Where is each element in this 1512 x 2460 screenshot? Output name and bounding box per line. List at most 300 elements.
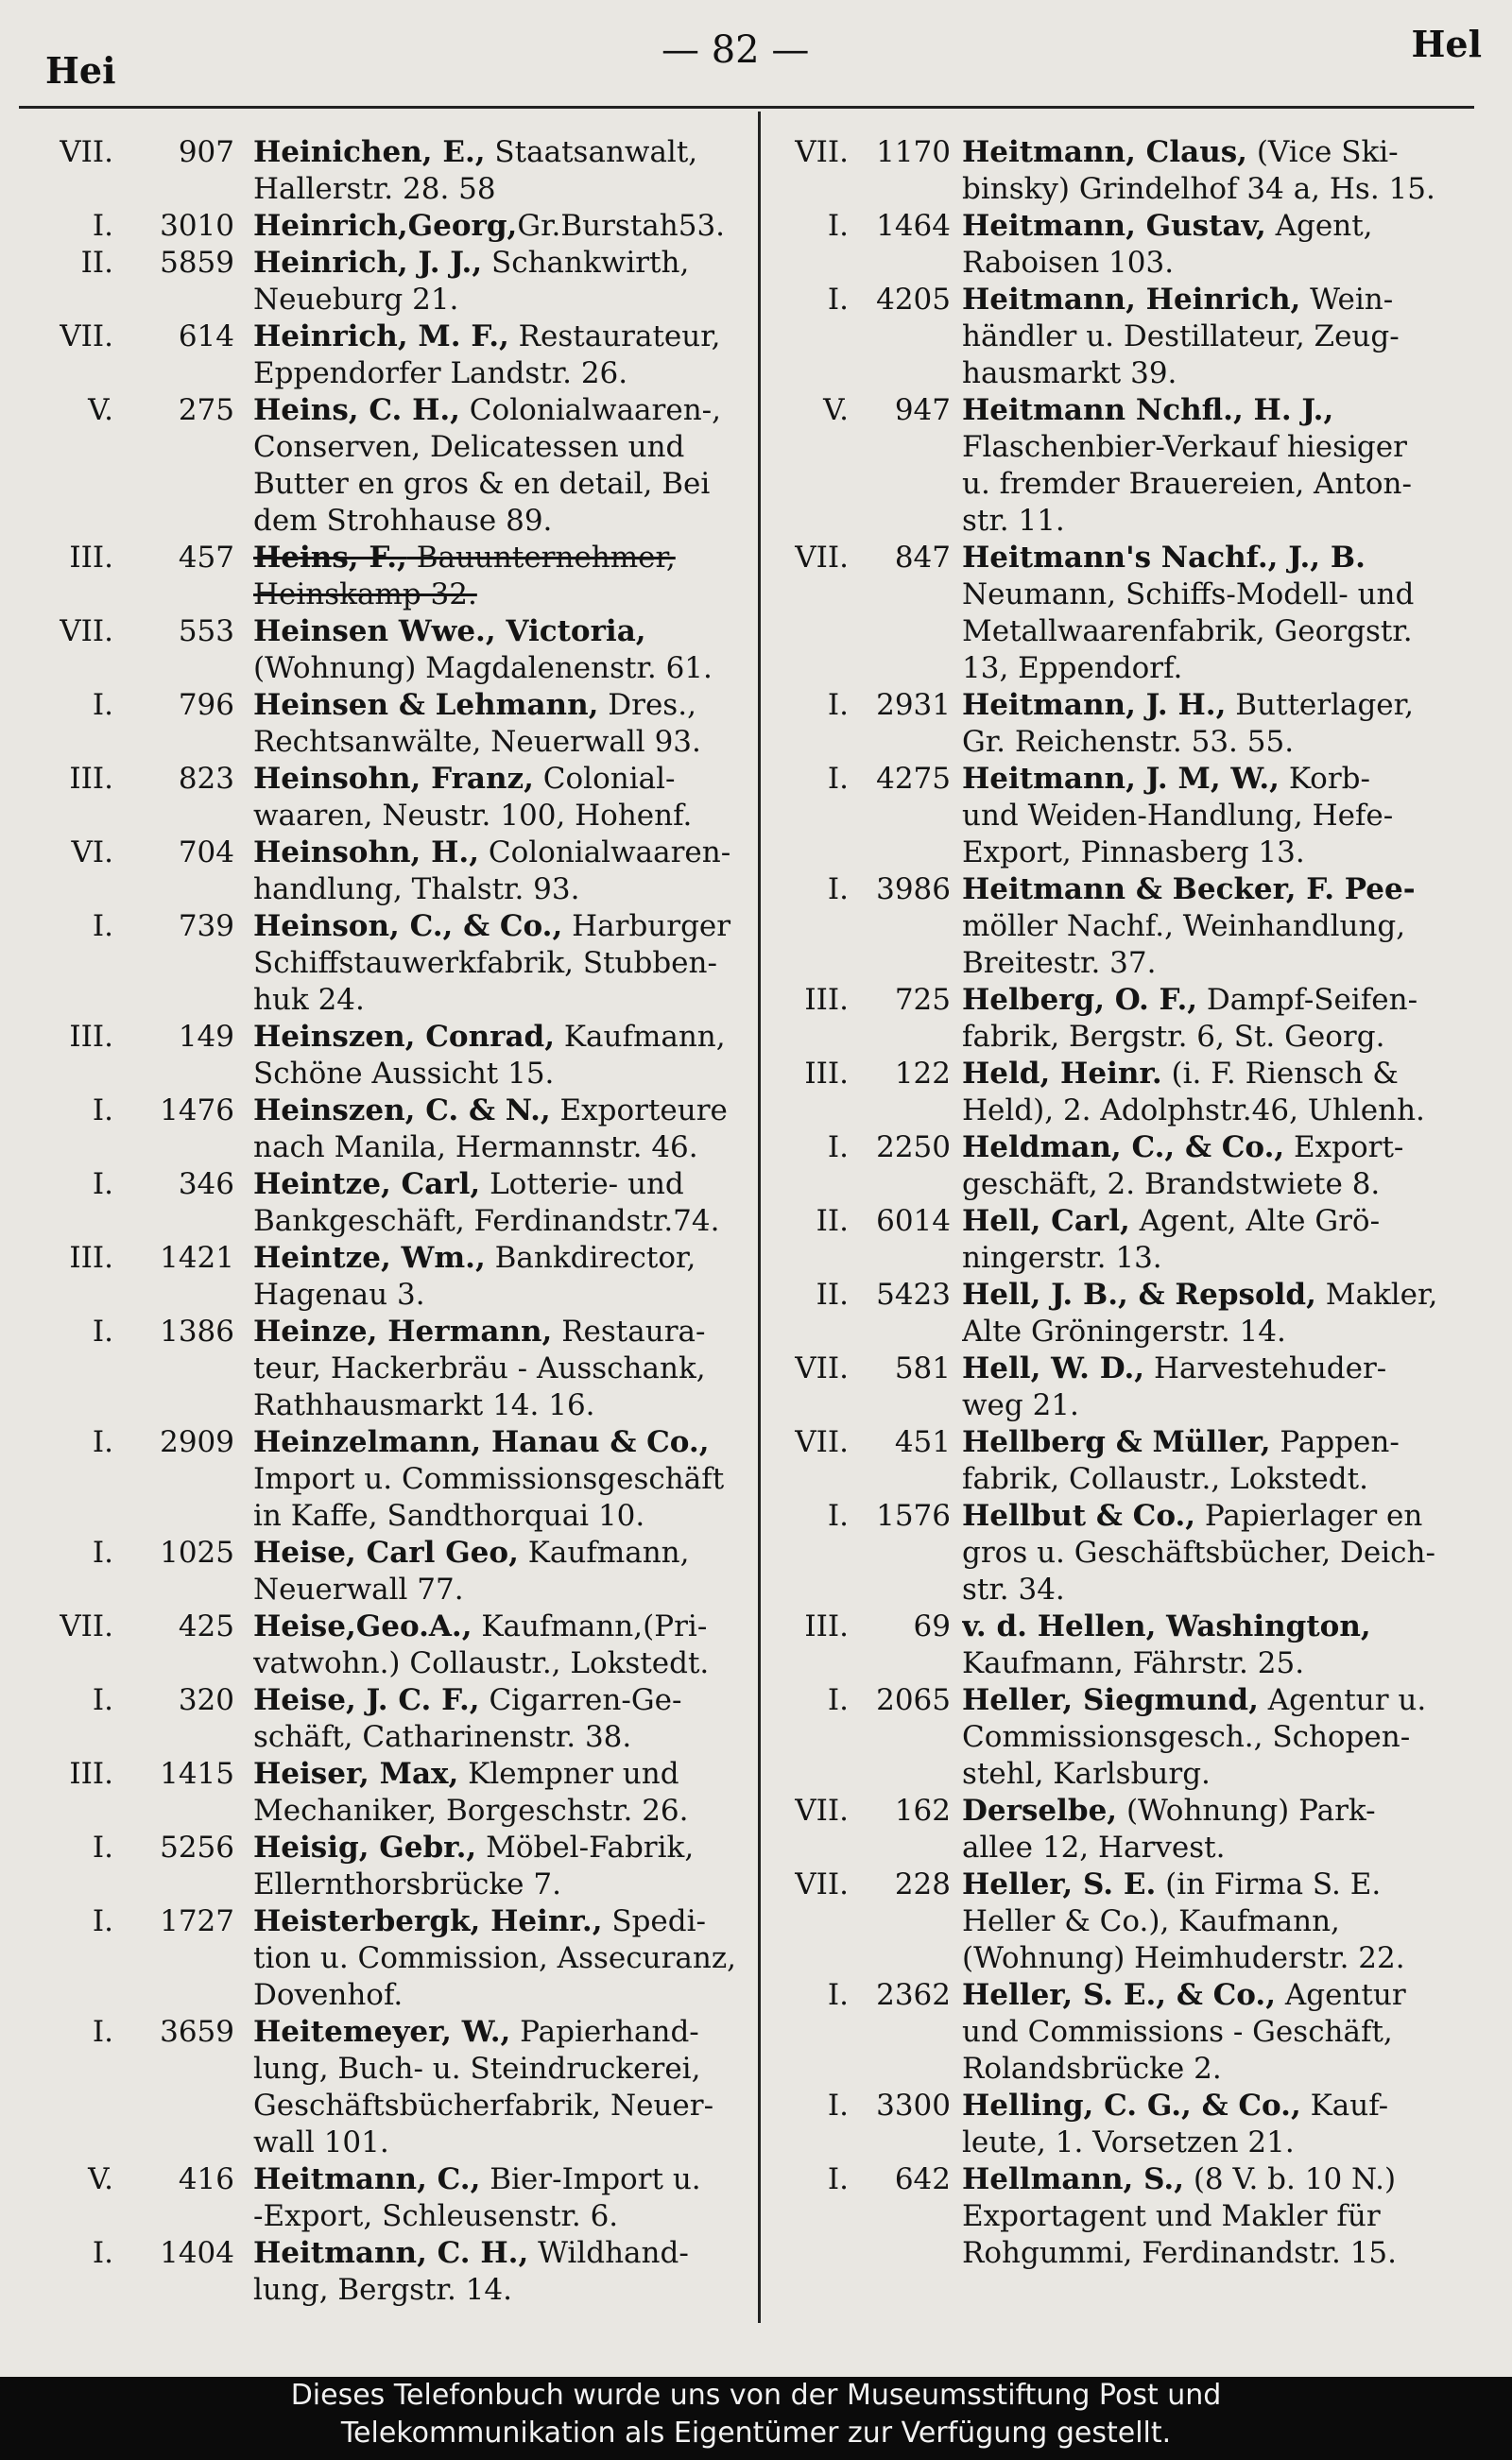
entry-line: (Wohnung) Magdalenenstr. 61. — [253, 651, 713, 685]
entry-exchange-volume: III. — [69, 541, 113, 575]
entry-line: waaren, Neustr. 100, Hohenf. — [253, 799, 693, 833]
entry-line: allee 12, Harvest. — [962, 1831, 1226, 1865]
entry-line — [253, 2161, 767, 2198]
entry-line: u. fremder Brauereien, Anton- — [962, 467, 1412, 501]
entry-line — [253, 2014, 767, 2051]
entry-name: Heiser, Max, — [253, 1757, 459, 1791]
entry-line: schäft, Catharinenstr. 38. — [253, 1720, 632, 1754]
entry-name: Heinsohn, Franz, — [253, 762, 534, 796]
entry-detail: Colonial- — [533, 762, 676, 796]
entry-line — [253, 1424, 767, 1461]
entry-detail: Wein- — [1300, 283, 1394, 317]
entry-exchange-volume: VII. — [795, 1425, 849, 1459]
entry-detail: Colonialwaaren- — [479, 835, 731, 869]
entry-name: Hell, W. D., — [962, 1351, 1145, 1385]
entry-line: und Commissions - Geschäft, — [962, 2015, 1393, 2049]
entry-exchange-volume: I. — [92, 1425, 113, 1459]
directory-entry — [38, 834, 767, 908]
entry-body — [253, 1608, 767, 1682]
entry-name: Heins, F., — [253, 541, 407, 575]
entry-line: Neuerwall 77. — [253, 1573, 464, 1607]
footer-notice — [0, 2377, 1512, 2460]
entry-detail: Staatsanwalt, — [485, 135, 698, 169]
entry-phone-number: 5256 — [160, 1831, 234, 1865]
entry-line: (Wohnung) Heimhuderstr. 22. — [962, 1941, 1405, 1975]
entry-body — [962, 1350, 1480, 1424]
entry-phone-number: 2362 — [876, 1978, 951, 2012]
entry-detail: Butterlager, — [1226, 688, 1414, 722]
entry-phone-number: 275 — [178, 393, 234, 427]
entry-line: Hallerstr. 28. 58 — [253, 172, 496, 206]
entry-name: Heitmann, C. H., — [253, 2236, 529, 2270]
entry-name: Heise, Carl Geo, — [253, 1536, 519, 1570]
directory-entry — [38, 134, 767, 208]
entry-phone-number: 1386 — [160, 1315, 234, 1349]
footer-line-1: Dieses Telefonbuch wurde uns von der Museumsstiftung Post und — [290, 2379, 1222, 2412]
entry-line — [962, 1277, 1480, 1314]
entry-line: Neueburg 21. — [253, 283, 459, 317]
entry-exchange-volume: III. — [804, 983, 849, 1017]
entry-line — [962, 687, 1480, 724]
header-left-keyword: Hei — [45, 49, 116, 92]
entry-line — [962, 208, 1480, 245]
entry-body — [253, 761, 767, 834]
entry-exchange-volume: I. — [827, 283, 849, 317]
entry-detail: Wildhand- — [528, 2236, 689, 2270]
entry-exchange-volume: VII. — [795, 541, 849, 575]
entry-body — [962, 1867, 1480, 1977]
entry-exchange-volume: I. — [92, 2236, 113, 2270]
entry-detail: (Vice Ski- — [1246, 135, 1399, 169]
entry-phone-number: 1415 — [160, 1757, 234, 1791]
entry-body — [962, 1129, 1480, 1203]
page-header — [0, 0, 1512, 113]
entry-phone-number: 4205 — [876, 283, 951, 317]
directory-entry — [38, 245, 767, 318]
entry-body — [253, 134, 767, 208]
entry-phone-number: 69 — [913, 1609, 951, 1643]
entry-exchange-volume: VI. — [71, 835, 113, 869]
entry-line — [962, 282, 1480, 318]
entry-body — [962, 2088, 1480, 2161]
entry-phone-number: 3986 — [876, 872, 951, 906]
entry-line: Hagenau 3. — [253, 1278, 425, 1312]
header-rule — [19, 106, 1474, 109]
entry-detail: Korb- — [1279, 762, 1370, 796]
entry-line — [253, 392, 767, 429]
entry-body — [253, 1092, 767, 1166]
directory-entry — [38, 540, 767, 613]
entry-exchange-volume: I. — [92, 1904, 113, 1938]
directory-entry — [38, 2235, 767, 2309]
entry-exchange-volume: I. — [92, 209, 113, 243]
entry-phone-number: 320 — [178, 1683, 234, 1717]
entry-detail: Bankdirector, — [485, 1241, 696, 1275]
entry-exchange-volume: VII. — [60, 1609, 113, 1643]
entry-line — [962, 761, 1480, 798]
entry-body — [253, 1903, 767, 2014]
directory-entry — [38, 2161, 767, 2235]
entry-line — [253, 761, 767, 798]
entry-exchange-volume: I. — [827, 2089, 849, 2123]
entry-detail: Harburger — [562, 909, 731, 943]
entry-detail: Pappen- — [1270, 1425, 1400, 1459]
entry-name: Derselbe, — [962, 1794, 1118, 1828]
directory-entry — [773, 1682, 1480, 1793]
entry-line: Neumann, Schiffs-Modell- und — [962, 577, 1415, 611]
entry-line — [253, 1535, 767, 1572]
entry-line: händler u. Destillateur, Zeug- — [962, 319, 1400, 353]
entry-body — [962, 687, 1480, 761]
entry-name: Hellmann, S., — [962, 2162, 1184, 2196]
entry-exchange-volume: III. — [804, 1609, 849, 1643]
entry-detail: (8 V. b. 10 N.) — [1183, 2162, 1397, 2196]
entry-exchange-volume: VII. — [795, 1867, 849, 1901]
directory-entry — [773, 1977, 1480, 2088]
entry-phone-number: 907 — [178, 135, 234, 169]
entry-line: fabrik, Bergstr. 6, St. Georg. — [962, 1020, 1385, 1054]
entry-exchange-volume: II. — [816, 1204, 849, 1238]
directory-entry — [773, 1203, 1480, 1277]
entry-name: Heinsen Wwe., Victoria, — [253, 614, 646, 648]
entry-name: Heinson, C., & Co., — [253, 909, 563, 943]
entry-line: und Weiden-Handlung, Hefe- — [962, 799, 1394, 833]
entry-line — [962, 1793, 1480, 1830]
entry-line: geschäft, 2. Brandstwiete 8. — [962, 1167, 1381, 1201]
entry-phone-number: 847 — [894, 541, 951, 575]
entry-line — [253, 1756, 767, 1793]
entry-exchange-volume: II. — [816, 1278, 849, 1312]
entry-name: Hellberg & Müller, — [962, 1425, 1271, 1459]
entry-name: Hell, Carl, — [962, 1204, 1130, 1238]
entry-detail: Restaurateur, — [508, 319, 721, 353]
directory-entry — [38, 208, 767, 245]
right-column — [773, 113, 1480, 2272]
entry-phone-number: 1576 — [876, 1499, 951, 1533]
entry-name: Heitmann, C., — [253, 2162, 481, 2196]
entry-phone-number: 3300 — [876, 2089, 951, 2123]
entry-line — [253, 1240, 767, 1277]
entry-body — [253, 2235, 767, 2309]
entry-line — [253, 1903, 767, 1940]
entry-body — [253, 1166, 767, 1240]
entry-phone-number: 725 — [894, 983, 951, 1017]
entry-detail: Kaufmann, — [518, 1536, 690, 1570]
entry-exchange-volume: VII. — [795, 135, 849, 169]
entry-detail: Papierhand- — [510, 2015, 699, 2049]
directory-entry — [38, 761, 767, 834]
directory-entry — [773, 1498, 1480, 1608]
directory-entry — [773, 1056, 1480, 1129]
directory-entry — [38, 1535, 767, 1608]
entry-exchange-volume: V. — [88, 393, 113, 427]
entry-line: fabrik, Collaustr., Lokstedt. — [962, 1462, 1368, 1496]
entry-phone-number: 122 — [894, 1057, 951, 1091]
entry-line — [253, 1092, 767, 1129]
entry-phone-number: 3010 — [160, 209, 234, 243]
entry-exchange-volume: I. — [827, 1978, 849, 2012]
entry-detail: Cigarren-Ge- — [479, 1683, 682, 1717]
entry-name: Heitmann, Gustav, — [962, 209, 1266, 243]
entry-body — [962, 1203, 1480, 1277]
entry-exchange-volume: III. — [804, 1057, 849, 1091]
entry-exchange-volume: I. — [92, 1831, 113, 1865]
directory-entry — [38, 687, 767, 761]
entry-body — [253, 208, 767, 245]
entry-body — [253, 2161, 767, 2235]
entry-line: Alte Gröningerstr. 14. — [962, 1315, 1286, 1349]
entry-line: Schiffstauwerkfabrik, Stubben- — [253, 946, 717, 980]
entry-line — [962, 540, 1480, 576]
entry-line — [253, 245, 767, 282]
entry-name: Heitmann, Claus, — [962, 135, 1247, 169]
entry-line: huk 24. — [253, 983, 365, 1017]
entry-phone-number: 2931 — [876, 688, 951, 722]
entry-line: Eppendorfer Landstr. 26. — [253, 356, 628, 390]
entry-body — [962, 540, 1480, 687]
entry-body — [962, 134, 1480, 208]
entry-line — [253, 834, 767, 871]
entry-line: möller Nachf., Weinhandlung, — [962, 909, 1406, 943]
entry-line: Commissionsgesch., Schopen- — [962, 1720, 1411, 1754]
entry-exchange-volume: I. — [92, 688, 113, 722]
entry-phone-number: 5423 — [876, 1278, 951, 1312]
entry-body — [253, 318, 767, 392]
entry-detail: Kaufmann, — [555, 1020, 726, 1054]
entry-line: vatwohn.) Collaustr., Lokstedt. — [253, 1646, 710, 1680]
entry-name: Heinichen, E., — [253, 135, 486, 169]
entry-line — [253, 687, 767, 724]
entry-body — [962, 1977, 1480, 2088]
entry-exchange-volume: I. — [827, 872, 849, 906]
entry-name: Heinrich, J. J., — [253, 246, 483, 280]
directory-entry — [38, 1682, 767, 1756]
directory-entry — [38, 318, 767, 392]
entry-body — [253, 392, 767, 540]
entry-exchange-volume: VII. — [60, 319, 113, 353]
directory-entry — [38, 1240, 767, 1314]
entry-phone-number: 2065 — [876, 1683, 951, 1717]
entry-exchange-volume: I. — [92, 2015, 113, 2049]
left-column — [38, 113, 767, 2309]
entry-line: Exportagent und Makler für — [962, 2199, 1381, 2233]
entry-body — [253, 1756, 767, 1830]
entry-detail: Gr.Burstah53. — [517, 209, 726, 243]
entry-line: dem Strohhause 89. — [253, 504, 553, 538]
directory-entry — [38, 1608, 767, 1682]
entry-exchange-volume: II. — [80, 246, 113, 280]
directory-entry — [773, 871, 1480, 982]
entry-name: Heller, Siegmund, — [962, 1683, 1259, 1717]
directory-entry — [38, 392, 767, 540]
entry-body — [962, 761, 1480, 871]
directory-entry — [38, 908, 767, 1019]
entry-phone-number: 228 — [894, 1867, 951, 1901]
entry-line: gros u. Geschäftsbücher, Deich- — [962, 1536, 1435, 1570]
entry-name: Heinsen & Lehmann, — [253, 688, 599, 722]
entry-line — [962, 1129, 1480, 1166]
entry-line — [962, 2161, 1480, 2198]
entry-line: str. 11. — [962, 504, 1065, 538]
directory-entry — [773, 208, 1480, 282]
entry-name: Heins, C. H., — [253, 393, 460, 427]
entry-line: Dovenhof. — [253, 1978, 404, 2012]
entry-line — [962, 1867, 1480, 1903]
directory-entry — [773, 1424, 1480, 1498]
entry-name: Heitmann Nchfl., H. J., — [962, 393, 1334, 427]
entry-name: Heintze, Wm., — [253, 1241, 486, 1275]
entry-name: Heinze, Hermann, — [253, 1315, 553, 1349]
directory-entry — [773, 540, 1480, 687]
entry-detail: Agent, Alte Grö- — [1129, 1204, 1381, 1238]
directory-entry — [773, 1350, 1480, 1424]
entry-line: Raboisen 103. — [962, 246, 1175, 280]
entry-name: Heinzelmann, Hanau & Co., — [253, 1425, 710, 1459]
entry-exchange-volume: I. — [827, 209, 849, 243]
entry-body — [962, 208, 1480, 282]
entry-line: Metallwaarenfabrik, Georgstr. — [962, 614, 1413, 648]
entry-phone-number: 704 — [178, 835, 234, 869]
directory-entry — [38, 1314, 767, 1424]
entry-body — [253, 908, 767, 1019]
entry-line: Rohgummi, Ferdinandstr. 15. — [962, 2236, 1397, 2270]
entry-line: tion u. Commission, Assecuranz, — [253, 1941, 737, 1975]
entry-name: Heinrich, M. F., — [253, 319, 509, 353]
entry-line: -Export, Schleusenstr. 6. — [253, 2199, 619, 2233]
page-number: — 82 — — [662, 28, 810, 72]
entry-name: Heitmann's Nachf., J., B. — [962, 541, 1366, 575]
entry-line — [962, 982, 1480, 1019]
entry-name: Heller, S. E. — [962, 1867, 1157, 1901]
entry-detail: Spedi- — [602, 1904, 707, 1938]
entry-line — [962, 871, 1480, 908]
entry-line — [253, 1314, 767, 1350]
entry-phone-number: 823 — [178, 762, 234, 796]
entry-line: 13, Eppendorf. — [962, 651, 1183, 685]
entry-body — [253, 1314, 767, 1424]
entry-body — [962, 1682, 1480, 1793]
entry-phone-number: 1170 — [876, 135, 951, 169]
entry-detail: Harvestehuder- — [1144, 1351, 1387, 1385]
entry-phone-number: 1727 — [160, 1904, 234, 1938]
entry-line: Geschäftsbücherfabrik, Neuer- — [253, 2089, 714, 2123]
entry-line — [962, 1424, 1480, 1461]
entry-exchange-volume: VII. — [795, 1794, 849, 1828]
entry-exchange-volume: I. — [92, 1536, 113, 1570]
entry-line — [962, 1056, 1480, 1092]
entry-line: Heinskamp 32. — [253, 577, 477, 611]
entry-exchange-volume: I. — [827, 762, 849, 796]
entry-phone-number: 642 — [894, 2162, 951, 2196]
entry-detail: Schankwirth, — [482, 246, 690, 280]
entry-detail: (Wohnung) Park- — [1117, 1794, 1376, 1828]
entry-line: Mechaniker, Borgeschstr. 26. — [253, 1794, 689, 1828]
entry-phone-number: 162 — [894, 1794, 951, 1828]
entry-line: wall 101. — [253, 2125, 389, 2159]
entry-line: lung, Bergstr. 14. — [253, 2273, 512, 2307]
directory-entry — [773, 282, 1480, 392]
entry-detail: Möbel-Fabrik, — [476, 1831, 695, 1865]
entry-exchange-volume: I. — [827, 688, 849, 722]
entry-body — [253, 1019, 767, 1092]
entry-name: Heitmann, J. M, W., — [962, 762, 1280, 796]
entry-line: hausmarkt 39. — [962, 356, 1177, 390]
entry-phone-number: 614 — [178, 319, 234, 353]
entry-line: Butter en gros & en detail, Bei — [253, 467, 711, 501]
entry-exchange-volume: I. — [92, 1093, 113, 1127]
entry-detail: (i. F. Riensch & — [1161, 1057, 1399, 1091]
entry-detail: Colonialwaaren-, — [459, 393, 722, 427]
entry-body — [962, 1424, 1480, 1498]
entry-body — [962, 871, 1480, 982]
entry-line: lung, Buch- u. Steindruckerei, — [253, 2052, 701, 2086]
entry-phone-number: 581 — [894, 1351, 951, 1385]
entry-phone-number: 5859 — [160, 246, 234, 280]
header-right-keyword: Hel — [1411, 23, 1482, 65]
entry-body — [253, 1535, 767, 1608]
entry-line: Bankgeschäft, Ferdinandstr.74. — [253, 1204, 720, 1238]
entry-phone-number: 2250 — [876, 1130, 951, 1164]
directory-entry — [773, 392, 1480, 540]
entry-line: Rathhausmarkt 14. 16. — [253, 1388, 595, 1422]
entry-detail: Kaufmann,(Pri- — [472, 1609, 708, 1643]
entry-phone-number: 1476 — [160, 1093, 234, 1127]
entry-name: Heitmann, J. H., — [962, 688, 1227, 722]
directory-entry — [773, 2161, 1480, 2272]
entry-name: Heinszen, Conrad, — [253, 1020, 556, 1054]
entry-line: Flaschenbier-Verkauf hiesiger — [962, 430, 1407, 464]
entry-exchange-volume: III. — [69, 1757, 113, 1791]
entry-line: Ellernthorsbrücke 7. — [253, 1867, 561, 1901]
entry-exchange-volume: I. — [827, 1130, 849, 1164]
entry-body — [253, 245, 767, 318]
entry-line — [253, 318, 767, 355]
entry-exchange-volume: III. — [69, 1241, 113, 1275]
entry-detail: Agentur u. — [1258, 1683, 1427, 1717]
entry-phone-number: 6014 — [876, 1204, 951, 1238]
entry-body — [253, 687, 767, 761]
entry-body — [962, 1056, 1480, 1129]
entry-phone-number: 457 — [178, 541, 234, 575]
entry-phone-number: 346 — [178, 1167, 234, 1201]
entry-name: Hellbut & Co., — [962, 1499, 1196, 1533]
entry-line: Rechtsanwälte, Neuerwall 93. — [253, 725, 701, 759]
directory-entry — [38, 1424, 767, 1535]
entry-line: weg 21. — [962, 1388, 1079, 1422]
entry-line: Import u. Commissionsgeschäft — [253, 1462, 725, 1496]
entry-name: Heitmann, Heinrich, — [962, 283, 1301, 317]
entry-line — [253, 1608, 767, 1645]
entry-line — [253, 1682, 767, 1719]
entry-line — [253, 1019, 767, 1056]
directory-entry — [773, 761, 1480, 871]
entry-name: Helberg, O. F., — [962, 983, 1198, 1017]
directory-entry — [773, 2088, 1480, 2161]
entry-body — [962, 1608, 1480, 1682]
entry-phone-number: 739 — [178, 909, 234, 943]
entry-line: Breitestr. 37. — [962, 946, 1157, 980]
entry-name: v. d. Hellen, Washington, — [962, 1609, 1371, 1643]
entry-phone-number: 1025 — [160, 1536, 234, 1570]
directory-entry — [38, 1903, 767, 2014]
entry-name: Heitemeyer, W., — [253, 2015, 511, 2049]
directory-entry — [38, 613, 767, 687]
entry-phone-number: 425 — [178, 1609, 234, 1643]
directory-entry — [38, 1019, 767, 1092]
entry-line — [962, 1350, 1480, 1387]
entry-body — [253, 540, 767, 613]
directory-entry — [773, 134, 1480, 208]
